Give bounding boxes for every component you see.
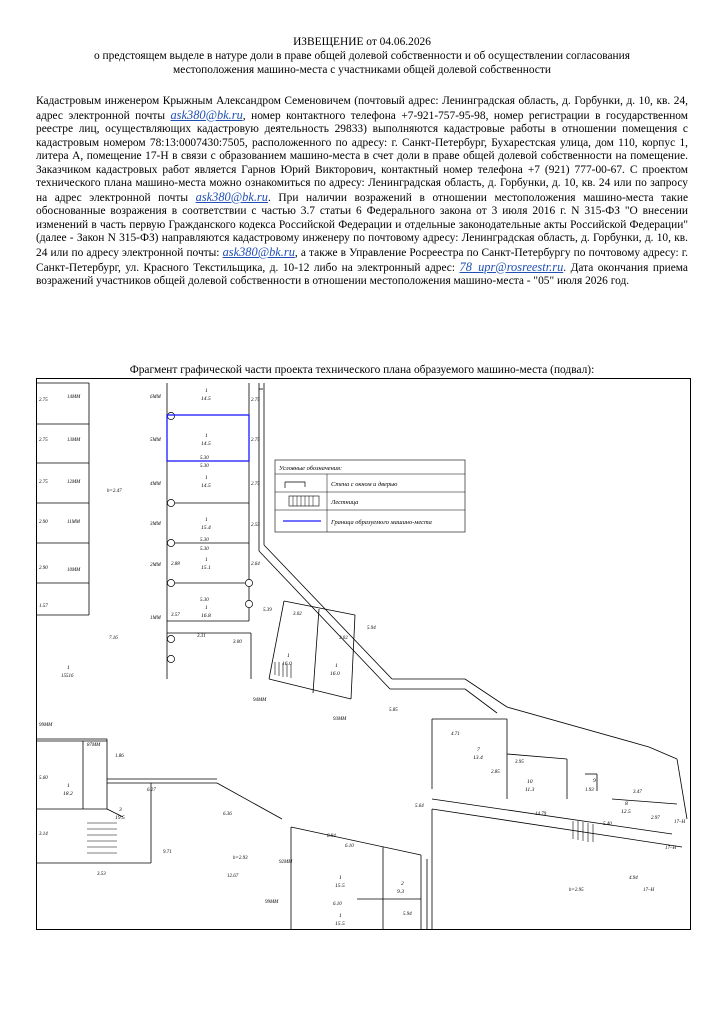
body-text-3: . При наличии возражений в отношении местоположения машино-места такие обоснованные возражения в соответствии с частью 3.7 статьи 6 Федерального закона от 3 июля 2016 г. N 315-ФЗ "О внесении изменений в часть первую Гражданского кодекса Российской Федерации и отдельные законодательные акты Российской Федерации" (далее - Закон N 315-ФЗ) направляются кадастровому инженеру по почтовому адресу: Ленинградская область, д. Горбунки, д. 10, кв. 24 или по адресу электронной почты: — [36, 191, 688, 260]
label-4mm: 4ММ — [150, 482, 161, 487]
dim-300: 3.00 — [233, 640, 242, 645]
body-text-5: . Дата окончания приема возражений участников общей долевой собственности в отношении местоположения машино-места - "05" июля 2026 год. — [36, 261, 688, 288]
dim-471: 4.71 — [451, 732, 460, 737]
label-room-7: 7 — [477, 747, 480, 753]
dim-1479: 14.79 — [535, 812, 547, 817]
figure-caption: Фрагмент графической части проекта технического плана образуемого машино-места (подвал): — [129, 364, 595, 376]
dim-left-288: 2.88 — [171, 562, 180, 567]
label-h293: h=2.93 — [233, 856, 248, 861]
label-room-4: 1 — [205, 475, 208, 481]
dim-right-3: 2.75 — [251, 482, 260, 487]
dim-331: 3.31 — [197, 634, 206, 639]
body-text-2: , номер контактного телефона +7-921-757-95-98, номер регистрации в государственном реестре лиц, осуществляющих кадастровую деятельность 29833) выполняются кадастровые работы в отношении помещения с кадастровым номером 78:13:0007430:7505, расположенного по адресу: г. Санкт-Петербург, Бухарестская улица, дом 110, корпус 1, литера А, помещение 17-Н в связи с образованием машино-места в счет доли в праве общей долевой собственности на помещение. Заказчиком кадастровых работ является Гарнов Юрий Викторович, контактный номер телефона +7 (921) 777-00-67. С проектом технического плана машино-места можно ознакомиться по адресу: Ленинградская область, д. Горбунки, д. 10, кв. 24 или по запросу на адрес электронной почты — [36, 109, 688, 204]
label-1mm: 1ММ — [150, 616, 161, 621]
door-markers — [167, 412, 252, 662]
notice-subtitle-line1: о предстоящем выделе в натуре доли в праве общей долевой собственности и об осуществлении согласования — [94, 50, 630, 62]
label-87mm: 87ММ — [87, 743, 101, 748]
label-area-4: 14.5 — [201, 483, 211, 489]
label-12mm: 12ММ — [67, 480, 81, 485]
label-area-c2: 16.0 — [330, 671, 340, 677]
dim-564: 5.64 — [415, 804, 424, 809]
dim-l-4: 2.90 — [39, 520, 48, 525]
email-link-2[interactable]: ask380@bk.ru — [195, 189, 268, 204]
label-d530a: 5.30 — [200, 456, 209, 461]
dim-right-2: 2.75 — [251, 438, 260, 443]
dim-right-5: 2.64 — [251, 562, 260, 567]
legend-boundary: Граница образуемого машино-места — [331, 519, 432, 526]
dim-1267: 12.67 — [227, 874, 239, 879]
label-13mm: 13ММ — [67, 438, 81, 443]
label-d530d: 5.30 — [200, 547, 209, 552]
notice-subtitle-line2: местоположения машино-места с участниками общей долевой собственности — [173, 64, 551, 76]
dim-585: 5.85 — [389, 708, 398, 713]
dim-716: 7.16 — [109, 636, 118, 641]
label-area-93: 9.3 — [397, 889, 404, 895]
label-room-93: 2 — [401, 881, 404, 887]
label-room-1: 1 — [205, 605, 208, 611]
label-area-6: 14.5 — [201, 396, 211, 402]
label-room-10: 10 — [527, 779, 533, 785]
dim-540: 5.40 — [603, 822, 612, 827]
dim-395: 3.95 — [515, 760, 524, 765]
dim-594b: 5.94 — [403, 912, 412, 917]
dim-right-1: 2.75 — [251, 398, 260, 403]
dim-l-5: 2.90 — [39, 566, 48, 571]
dim-494: 4.94 — [629, 876, 638, 881]
dim-285: 2.85 — [491, 770, 500, 775]
label-area-182: 18.2 — [63, 791, 73, 797]
body-text-1: Кадастровым инженером Крыжным Александром Семеновичем (почтовый адрес: Ленинградская область, д. Горбунки, д. 10, кв. 24, адрес электронной почты — [36, 95, 688, 122]
label-area-2: 15.1 — [201, 565, 211, 571]
dim-560: 5.60 — [39, 776, 48, 781]
notice-paragraph — [36, 95, 688, 289]
dim-186: 1.86 — [115, 754, 124, 759]
label-room-8: 8 — [625, 801, 628, 807]
label-6mm: 6ММ — [150, 395, 161, 400]
dim-347: 3.47 — [633, 790, 642, 795]
label-room-182: 1 — [67, 783, 70, 789]
dim-971: 9.71 — [163, 850, 172, 855]
floor-plan-fragment — [36, 378, 691, 930]
floor-plan-svg — [37, 379, 690, 929]
label-d530c: 5.30 — [200, 538, 209, 543]
label-area-134: 13.4 — [473, 755, 483, 761]
label-17n-c: 17–Н — [643, 888, 655, 893]
dim-314: 3.14 — [39, 832, 48, 837]
label-room-6: 1 — [205, 388, 208, 394]
dim-l-3: 2.75 — [39, 480, 48, 485]
label-room-5: 1 — [205, 433, 208, 439]
label-area-153: 15.5 — [335, 921, 345, 927]
label-10mm: 10ММ — [67, 568, 81, 573]
label-92mm: 92ММ — [279, 860, 293, 865]
label-area-c1: 16.0 — [282, 661, 292, 667]
dim-594: 5.94 — [367, 626, 376, 631]
legend-stairs: Лестница — [331, 499, 359, 506]
label-area-195: 19.5 — [115, 815, 125, 821]
label-14mm: 14ММ — [67, 395, 81, 400]
label-d530b: 5.30 — [200, 464, 209, 469]
notice-title: ИЗВЕЩЕНИЕ от 04.06.2026 — [293, 36, 431, 48]
label-17n-a: 17–Н — [674, 820, 686, 825]
label-area-125: 12.5 — [621, 809, 631, 815]
legend-title: Условные обозначения: — [279, 465, 343, 472]
dim-297: 2.97 — [651, 816, 660, 821]
label-room-c2: 1 — [335, 663, 338, 669]
email-link-1[interactable]: ask380@bk.ru — [170, 107, 243, 122]
email-link-3[interactable]: ask380@bk.ru — [222, 245, 295, 260]
plan-legend — [275, 460, 465, 532]
dim-l-2: 2.75 — [39, 438, 48, 443]
dim-302b: 3.02 — [339, 636, 348, 641]
dim-636: 6.36 — [223, 812, 232, 817]
label-91mm: 99ММ — [265, 900, 279, 905]
dim-610a: 6.10 — [345, 844, 354, 849]
dim-894: 8.94 — [327, 834, 336, 839]
label-h295: h=2.95 — [569, 888, 584, 893]
label-area-15516: 15516 — [61, 674, 74, 679]
legend-wall: Стена с окном и дверью — [331, 481, 398, 488]
label-room-big: 1 — [67, 665, 70, 671]
label-room-2: 1 — [205, 557, 208, 563]
label-area-3: 15.4 — [201, 525, 211, 531]
label-11mm: 11ММ — [67, 520, 80, 525]
label-area-5: 14.5 — [201, 441, 211, 447]
label-room-153: 1 — [339, 913, 342, 919]
dim-353: 3.53 — [97, 872, 106, 877]
label-17n-b: 17–Н — [665, 846, 677, 851]
label-area-1: 16.8 — [201, 613, 211, 619]
dim-302a: 3.02 — [293, 612, 302, 617]
dim-left-357: 3.57 — [171, 613, 180, 618]
email-link-rosreestr[interactable]: 78_upr@rosreestr.ru — [459, 259, 564, 274]
label-93mm: 93ММ — [333, 717, 347, 722]
label-room-3-stairs: 3 — [119, 807, 122, 813]
dim-539: 5.39 — [263, 608, 272, 613]
label-area-113: 11.3 — [525, 787, 535, 793]
dim-l-1: 2.75 — [39, 398, 48, 403]
dim-193: 1.93 — [585, 788, 594, 793]
label-99mm: 99ММ — [39, 723, 53, 728]
dim-right-4: 2.55 — [251, 523, 260, 528]
notice-body — [36, 95, 688, 289]
dim-610b: 6.10 — [333, 902, 342, 907]
dim-627: 6.27 — [147, 788, 156, 793]
body-text-4: , а также в Управление Росреестра по Санкт-Петербургу по почтовому адресу: г. Санкт-Петербург, ул. Красного Текстильщика, д. 10-12 либо на электронный адрес: — [36, 247, 689, 274]
label-area-155: 15.5 — [335, 883, 345, 889]
label-room-9: 9 — [593, 778, 596, 784]
label-room-c1: 1 — [287, 653, 290, 659]
label-d530e: 5.30 — [200, 598, 209, 603]
label-5mm: 5ММ — [150, 438, 161, 443]
dim-l-6: 1.57 — [39, 604, 48, 609]
label-room-3: 1 — [205, 517, 208, 523]
label-2mm: 2ММ — [150, 563, 161, 568]
label-room-155: 1 — [339, 875, 342, 881]
label-94mm: 94ММ — [253, 698, 267, 703]
stairs-drawing — [87, 662, 593, 853]
label-3mm: 3ММ — [150, 522, 161, 527]
forming-parking-space-boundary — [167, 415, 249, 461]
label-h247: h=2.47 — [107, 489, 122, 494]
